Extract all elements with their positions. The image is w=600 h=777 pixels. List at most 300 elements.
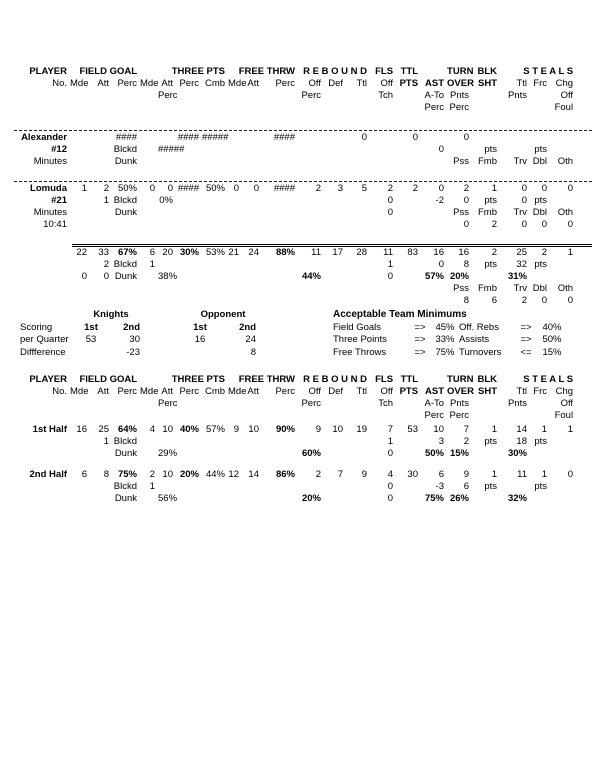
stat-cell: Off	[380, 78, 394, 89]
stat-cell: 2	[412, 183, 418, 194]
stat-cell: BLK	[477, 374, 498, 385]
stat-cell: 1	[541, 469, 547, 480]
stat-cell: 0	[521, 219, 527, 230]
empty-cell	[370, 156, 396, 168]
stat-cell: Perc	[117, 78, 138, 89]
stat-cell: Def	[328, 386, 344, 397]
empty-cell	[144, 347, 186, 360]
stat-cell: 19	[356, 424, 367, 435]
stat-cell: 83	[407, 247, 418, 258]
empty-cell	[298, 410, 324, 422]
empty-cell	[90, 448, 112, 460]
stat-cell: 0	[438, 144, 444, 155]
stat-cell: 0	[387, 271, 393, 282]
empty-cell	[530, 448, 550, 460]
stat-cell: Perc	[179, 78, 200, 89]
stat-cell: Pss	[453, 156, 469, 167]
empty-cell	[176, 448, 202, 460]
quarter-score: 16	[194, 334, 206, 345]
stat-cell: Perc	[424, 410, 445, 421]
stat-cell: Dunk	[114, 493, 137, 504]
empty-cell	[90, 410, 112, 422]
empty-cell	[176, 436, 202, 448]
stat-cell: Pnts	[450, 90, 470, 101]
empty-cell	[158, 207, 176, 219]
stat-cell: ####	[115, 132, 137, 143]
empty-cell	[370, 219, 396, 231]
empty-cell	[396, 493, 421, 505]
empty-cell	[176, 156, 202, 168]
stat-cell: 1st Half	[32, 424, 67, 435]
stat-cell: S T E A L S	[523, 66, 574, 77]
empty-cell	[324, 102, 346, 114]
empty-cell	[228, 436, 242, 448]
empty-cell	[158, 102, 176, 114]
stat-cell: 32	[516, 259, 527, 270]
stat-cell: Perc	[301, 90, 322, 101]
empty-cell	[70, 283, 90, 295]
empty-cell	[242, 195, 262, 207]
stat-cell: PLAYER	[29, 374, 67, 385]
stat-cell: Perc	[179, 386, 200, 397]
empty-cell	[140, 132, 158, 144]
empty-cell	[421, 374, 447, 386]
stat-cell: Mde	[140, 78, 159, 89]
stat-cell: 0	[149, 183, 155, 194]
stat-cell: 10	[162, 469, 173, 480]
empty-cell	[158, 410, 176, 422]
empty-cell	[370, 283, 396, 295]
quarter-scoring-section	[20, 309, 260, 359]
stat-cell: Minutes	[33, 156, 67, 167]
stat-cell: Chg	[555, 78, 574, 89]
stat-cell: Tch	[378, 90, 394, 101]
empty-cell	[346, 410, 370, 422]
stat-cell: 2	[315, 469, 321, 480]
stat-cell: 20%	[301, 493, 321, 504]
stat-cell: 0	[521, 195, 527, 206]
empty-cell	[70, 295, 90, 307]
stat-cell: Cmb	[204, 386, 226, 397]
empty-cell	[0, 493, 70, 505]
empty-cell	[228, 207, 242, 219]
stat-cell: 1	[567, 247, 573, 258]
stat-cell: 29%	[158, 448, 178, 459]
empty-cell	[176, 207, 202, 219]
empty-cell	[421, 207, 447, 219]
empty-cell	[324, 132, 346, 144]
stat-cell: FIELD GOAL	[79, 374, 138, 385]
empty-cell	[78, 347, 104, 360]
empty-cell	[144, 309, 186, 322]
stat-cell: 11	[311, 247, 321, 258]
empty-cell	[396, 195, 421, 207]
empty-cell	[112, 102, 140, 114]
stat-cell: pts	[484, 481, 497, 492]
stat-cell: 1	[81, 183, 87, 194]
minimum-stat-label: Assists	[459, 334, 490, 345]
empty-cell	[228, 283, 242, 295]
stat-cell: 7	[337, 469, 343, 480]
stat-cell: 5	[361, 183, 367, 194]
stat-cell: 1	[491, 183, 497, 194]
stat-cell: 10:41	[43, 219, 67, 230]
empty-cell	[144, 322, 186, 335]
stat-cell: 0	[361, 132, 367, 143]
minimum-stat-label: Field Goals	[333, 321, 382, 333]
stat-cell: Trv	[513, 156, 527, 167]
empty-cell	[324, 295, 346, 307]
stat-cell: 0	[253, 183, 259, 194]
empty-cell	[346, 481, 370, 493]
stat-cell: Mde	[228, 78, 247, 89]
stat-cell: 1	[567, 424, 573, 435]
empty-cell	[396, 259, 421, 271]
empty-cell	[346, 259, 370, 271]
stat-cell: AST	[425, 78, 445, 89]
stat-cell: 2	[491, 219, 497, 230]
stat-cell: ####	[273, 183, 295, 194]
empty-cell	[346, 493, 370, 505]
stat-cell: 56%	[158, 493, 178, 504]
empty-cell	[298, 481, 324, 493]
empty-cell	[140, 271, 158, 283]
empty-cell	[447, 144, 472, 156]
empty-cell	[530, 493, 550, 505]
stat-cell: Blckd	[113, 481, 137, 492]
empty-cell	[242, 207, 262, 219]
empty-cell	[298, 132, 324, 144]
empty-cell	[228, 271, 242, 283]
minimum-value: 75%	[435, 346, 455, 358]
stat-cell: Att	[161, 386, 174, 397]
stat-cell: pts	[534, 195, 547, 206]
empty-cell	[530, 90, 550, 102]
empty-cell	[0, 247, 70, 259]
stat-cell: 31%	[507, 271, 527, 282]
stat-cell: Perc	[275, 78, 296, 89]
empty-cell	[70, 144, 90, 156]
stat-cell: 64%	[117, 424, 137, 435]
stat-cell: 16	[458, 247, 469, 258]
empty-cell	[242, 90, 262, 102]
stat-cell: FREE THRW	[238, 374, 296, 385]
stat-cell: #21	[51, 195, 67, 206]
stat-cell: Pnts	[508, 90, 528, 101]
stat-cell: 20%	[179, 469, 199, 480]
empty-cell	[202, 195, 228, 207]
empty-cell	[90, 156, 112, 168]
empty-cell	[298, 259, 324, 271]
empty-cell	[324, 493, 346, 505]
empty-cell	[228, 410, 242, 422]
stat-cell: THREE PTS	[171, 66, 226, 77]
opponent-header: Opponent	[200, 309, 246, 320]
stat-cell: pts	[484, 144, 497, 155]
empty-cell	[324, 481, 346, 493]
empty-cell	[112, 410, 140, 422]
stat-cell: 3	[337, 183, 343, 194]
empty-cell	[202, 271, 228, 283]
stat-cell: No.	[52, 78, 67, 89]
stat-cell: Fmb	[478, 156, 497, 167]
stat-cell: 26%	[449, 493, 469, 504]
stat-cell: 0	[387, 493, 393, 504]
stat-cell: Perc	[117, 386, 138, 397]
minimum-operator: =>	[414, 321, 426, 333]
stat-cell: PTS	[399, 386, 419, 397]
empty-cell	[550, 436, 576, 448]
stat-cell: 44%	[205, 469, 225, 480]
quarter-score: 30	[129, 334, 140, 345]
separator-dashed-1	[14, 130, 592, 131]
empty-cell	[158, 295, 176, 307]
stat-cell: Perc	[424, 102, 445, 113]
stat-cell: Fmb	[478, 207, 497, 218]
empty-cell	[70, 259, 90, 271]
empty-cell	[324, 195, 346, 207]
stat-cell: 0	[167, 183, 173, 194]
empty-cell	[242, 410, 262, 422]
empty-cell	[500, 410, 530, 422]
empty-cell	[176, 295, 202, 307]
empty-cell	[242, 295, 262, 307]
empty-cell	[421, 219, 447, 231]
empty-cell	[228, 90, 242, 102]
empty-cell	[90, 132, 112, 144]
empty-cell	[370, 295, 396, 307]
stat-cell: pts	[534, 259, 547, 270]
stat-cell: 53	[407, 424, 418, 435]
empty-cell	[396, 448, 421, 460]
empty-cell	[346, 207, 370, 219]
stat-cell: Off	[560, 398, 574, 409]
stat-cell: pts	[484, 436, 497, 447]
stats-header-table-1	[0, 66, 576, 114]
empty-cell	[90, 283, 112, 295]
empty-cell	[262, 493, 298, 505]
stat-cell: TURN	[447, 66, 474, 77]
stat-cell: pts	[534, 436, 547, 447]
stat-cell: Frc	[533, 78, 548, 89]
empty-cell	[228, 102, 242, 114]
empty-cell	[242, 448, 262, 460]
stat-cell: Dunk	[114, 207, 137, 218]
stat-cell: 40%	[179, 424, 199, 435]
stat-cell: A-To	[424, 90, 445, 101]
stat-cell: Ttl	[516, 386, 528, 397]
stat-cell: FLS	[375, 374, 394, 385]
stat-cell: 1	[103, 436, 109, 447]
quarter-col-header: 2nd	[123, 321, 140, 333]
stat-cell: Off	[560, 90, 574, 101]
stat-cell: 6	[149, 247, 155, 258]
empty-cell	[140, 102, 158, 114]
stat-cell: Cmb	[204, 78, 226, 89]
stat-cell: Mde	[140, 386, 159, 397]
empty-cell	[176, 195, 202, 207]
empty-cell	[140, 144, 158, 156]
empty-cell	[70, 398, 90, 410]
stat-cell: Off	[380, 386, 394, 397]
stat-cell: 6	[438, 469, 444, 480]
stat-cell: Dbl	[532, 283, 547, 294]
stat-cell: Pss	[453, 283, 469, 294]
empty-cell	[421, 283, 447, 295]
empty-cell	[176, 271, 202, 283]
empty-cell	[70, 410, 90, 422]
stat-cell: Dbl	[532, 207, 547, 218]
stat-cell: 2	[541, 247, 547, 258]
stat-cell: Foul	[554, 410, 574, 421]
team-totals-block	[0, 247, 576, 307]
empty-cell	[70, 156, 90, 168]
empty-cell	[346, 102, 370, 114]
empty-cell	[176, 481, 202, 493]
empty-cell	[262, 102, 298, 114]
empty-cell	[70, 195, 90, 207]
stat-cell: TURN	[447, 374, 474, 385]
stat-cell: 30%	[507, 448, 527, 459]
empty-cell	[176, 90, 202, 102]
stat-cell: pts	[534, 481, 547, 492]
stat-cell: 2	[463, 183, 469, 194]
empty-cell	[176, 259, 202, 271]
stat-cell: Att	[247, 78, 260, 89]
empty-cell	[472, 90, 500, 102]
empty-cell	[396, 481, 421, 493]
stat-cell: Oth	[557, 156, 573, 167]
empty-cell	[298, 219, 324, 231]
empty-cell	[421, 132, 447, 144]
stat-cell: 9	[361, 469, 367, 480]
stat-cell: Chg	[555, 386, 574, 397]
empty-cell	[298, 156, 324, 168]
empty-cell	[472, 398, 500, 410]
empty-cell	[176, 102, 202, 114]
stats-header-table-2	[0, 374, 576, 422]
stat-cell: Perc	[158, 398, 178, 409]
stat-cell: Blckd	[113, 436, 137, 447]
stat-cell: Dbl	[532, 156, 547, 167]
stat-cell: R E B O U N D	[303, 374, 368, 385]
empty-cell	[90, 398, 112, 410]
minimum-operator: =>	[414, 334, 426, 345]
empty-cell	[324, 219, 346, 231]
empty-cell	[396, 436, 421, 448]
empty-cell	[202, 398, 228, 410]
empty-cell	[324, 90, 346, 102]
empty-cell	[298, 102, 324, 114]
stat-cell: Att	[247, 386, 260, 397]
empty-cell	[70, 207, 90, 219]
stat-cell: SHT	[478, 78, 498, 89]
empty-cell	[262, 156, 298, 168]
empty-cell	[176, 398, 202, 410]
stat-cell: 0	[567, 469, 573, 480]
stat-cell: 0	[567, 295, 573, 306]
stat-cell: Mde	[70, 386, 89, 397]
empty-cell	[70, 436, 90, 448]
stat-cell: 0	[387, 481, 393, 492]
stat-cell: 1	[149, 481, 155, 492]
stat-cell: 2	[521, 295, 527, 306]
empty-cell	[0, 271, 70, 283]
stat-cell: 0	[103, 271, 109, 282]
empty-cell	[346, 195, 370, 207]
empty-cell	[324, 207, 346, 219]
empty-cell	[346, 144, 370, 156]
empty-cell	[500, 102, 530, 114]
stat-cell: Alexander	[21, 132, 67, 143]
stat-cell: 25	[516, 247, 527, 258]
empty-cell	[370, 144, 396, 156]
empty-cell	[202, 207, 228, 219]
stat-cell: 4	[387, 469, 393, 480]
empty-cell	[396, 295, 421, 307]
empty-cell	[472, 271, 500, 283]
empty-cell	[396, 144, 421, 156]
minimum-value: 15%	[542, 346, 562, 358]
empty-cell	[202, 448, 228, 460]
empty-cell	[530, 102, 550, 114]
stat-cell: Dunk	[114, 448, 137, 459]
empty-cell	[298, 195, 324, 207]
quarter-col-header: 2nd	[239, 321, 256, 333]
empty-cell	[140, 436, 158, 448]
stat-cell: 9	[233, 424, 239, 435]
empty-cell	[346, 398, 370, 410]
empty-cell	[396, 207, 421, 219]
stat-cell: Minutes	[33, 207, 67, 218]
stat-cell: 21	[228, 247, 239, 258]
stat-cell: 0	[567, 183, 573, 194]
empty-cell	[262, 295, 298, 307]
stat-cell: 33	[98, 247, 109, 258]
empty-cell	[228, 144, 242, 156]
empty-cell	[202, 295, 228, 307]
stat-cell: 0	[387, 448, 393, 459]
stat-cell: pts	[534, 144, 547, 155]
minimums-title: Acceptable Team Minimums	[333, 309, 467, 320]
stat-cell: Perc	[449, 102, 470, 113]
player-block-lomuda	[0, 183, 576, 231]
empty-cell	[228, 132, 242, 144]
stat-cell: 88%	[275, 247, 295, 258]
stat-cell: 60%	[301, 448, 321, 459]
empty-cell	[262, 195, 298, 207]
empty-cell	[90, 493, 112, 505]
empty-cell	[90, 219, 112, 231]
empty-cell	[324, 156, 346, 168]
stat-cell: 1	[541, 424, 547, 435]
minimum-stat-label: Off. Rebs	[459, 321, 499, 333]
stat-cell: 11	[517, 469, 527, 480]
stat-cell: 75%	[424, 493, 444, 504]
stat-cell: Dunk	[114, 156, 137, 167]
stat-cell: Blckd	[113, 259, 137, 270]
stat-cell: #####	[158, 144, 185, 155]
empty-cell	[346, 436, 370, 448]
empty-cell	[262, 283, 298, 295]
empty-cell	[324, 144, 346, 156]
empty-cell	[140, 410, 158, 422]
stat-cell: 14	[516, 424, 527, 435]
stat-cell: 6	[81, 469, 87, 480]
team-name-header: Knights	[93, 309, 129, 320]
empty-cell	[176, 410, 202, 422]
stat-cell: 32%	[507, 493, 527, 504]
